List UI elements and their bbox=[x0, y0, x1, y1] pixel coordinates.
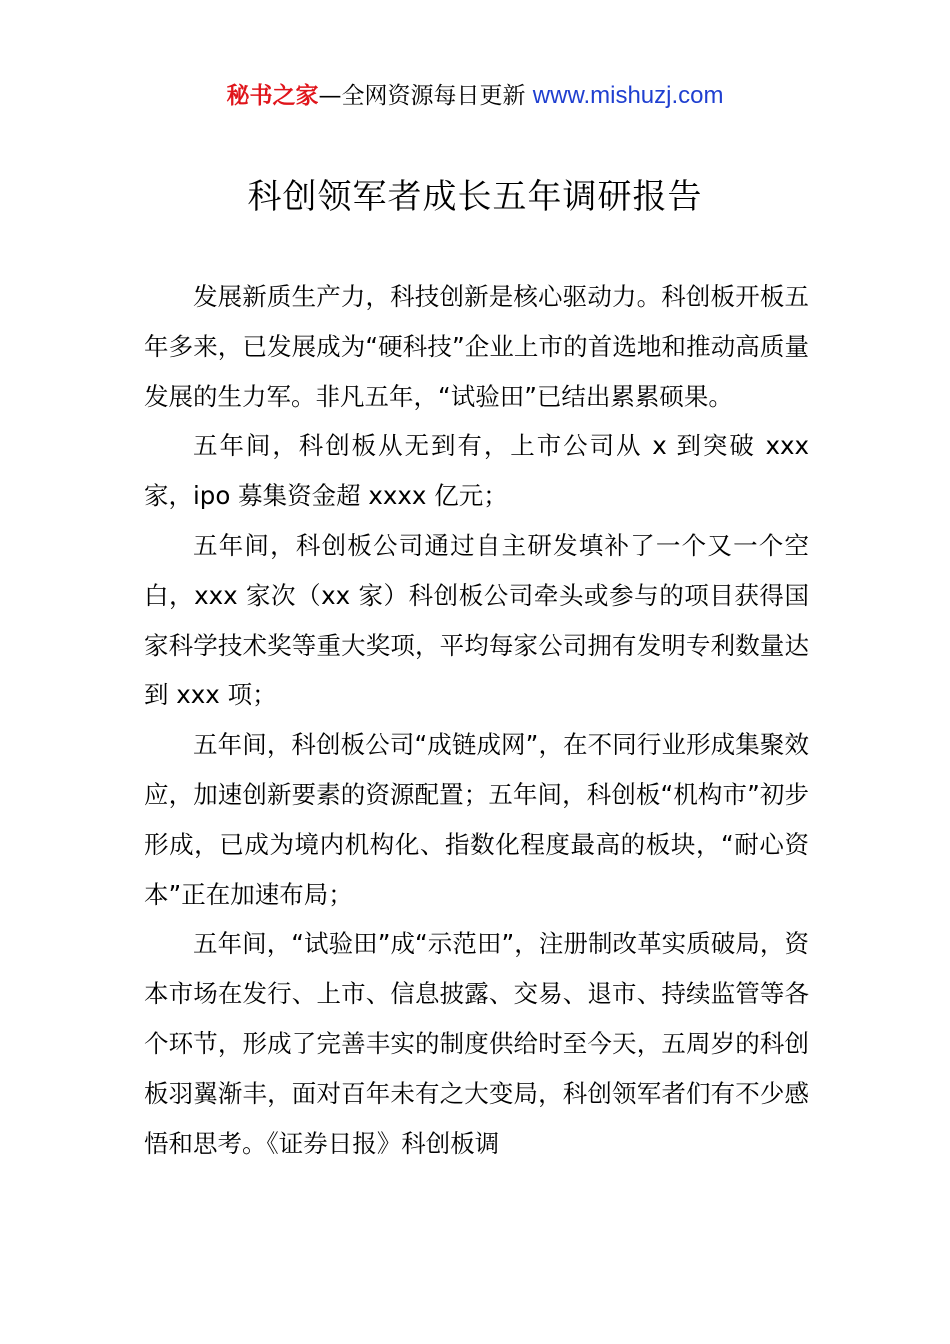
paragraph: 五年间，科创板公司“成链成网”，在不同行业形成集聚效应，加速创新要素的资源配置；五年间，科创板“机构市”初步形成，已成为境内机构化、指数化程度最高的板块，“耐心资本”正在加速布局； bbox=[144, 730, 809, 909]
site-url-link[interactable]: www.mishuzj.com bbox=[532, 82, 724, 109]
paragraph: 五年间，“试验田”成“示范田”，注册制改革实质破局，资本市场在发行、上市、信息披露、交易、退市、持续监管等各个环节，形成了完善丰实的制度供给时至今天，五周岁的科创板羽翼渐丰，面对百年未有之大变局，科创领军者们有不少感悟和思考。《证券日报》科创板调 bbox=[144, 929, 809, 1158]
document-body bbox=[144, 272, 809, 1168]
site-brand: 秘书之家 bbox=[226, 83, 319, 109]
site-tagline: —全网资源每日更新 bbox=[318, 83, 533, 109]
paragraph: 五年间，科创板公司通过自主研发填补了一个又一个空白，xxx 家次（xx 家）科创板公司牵头或参与的项目获得国家科学技术奖等重大奖项，平均每家公司拥有发明专利数量达到 xxx 项； bbox=[144, 530, 809, 710]
paragraph: 发展新质生产力，科技创新是核心驱动力。科创板开板五年多来，已发展成为“硬科技”企业上市的首选地和推动高质量发展的生力军。非凡五年，“试验田”已结出累累硕果。 bbox=[144, 282, 809, 411]
document-title: 科创领军者成长五年调研报告 bbox=[247, 177, 703, 217]
paragraph: 五年间，科创板从无到有，上市公司从 x 到突破 xxx 家，ipo 募集资金超 xxxx 亿元； bbox=[144, 431, 809, 511]
site-header bbox=[0, 80, 950, 112]
